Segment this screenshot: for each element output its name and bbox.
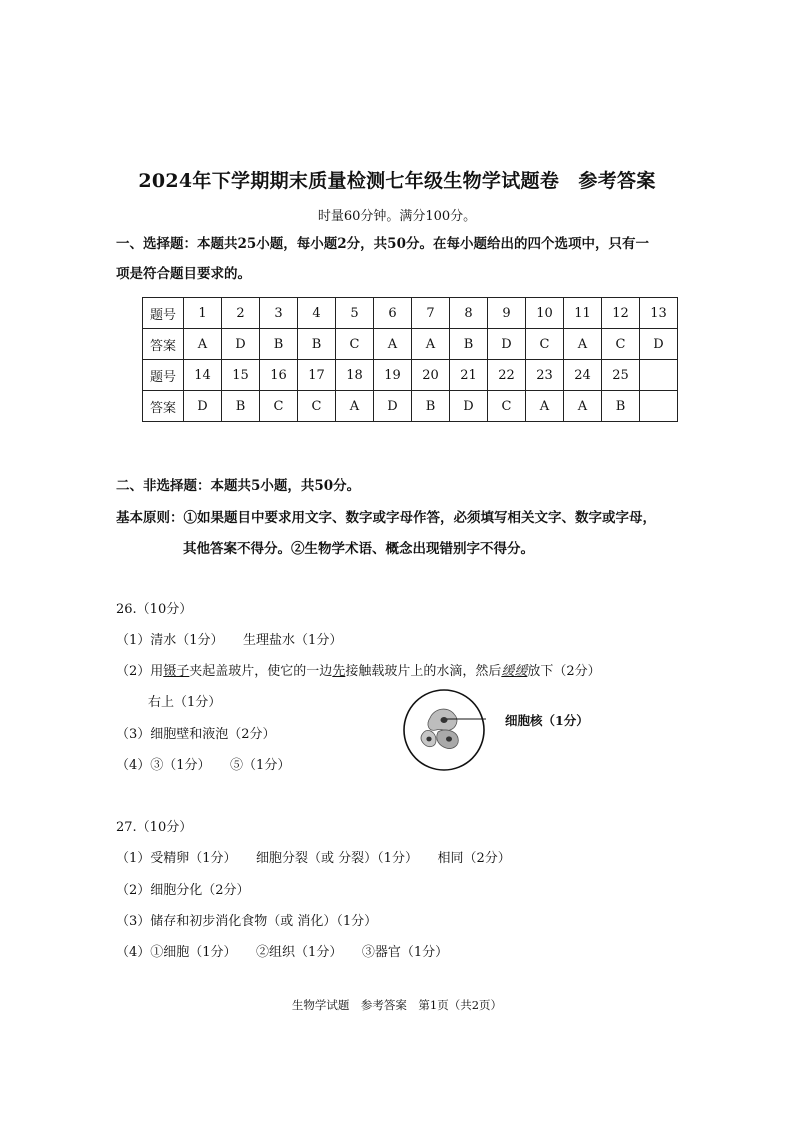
section1-heading-line1: 一、选择题：本题共25小题，每小题2分，共50分。在每小题给出的四个选项中，只有一 — [116, 236, 649, 252]
answer-table — [142, 297, 678, 422]
answer-table-cell: 13 — [640, 298, 678, 329]
q26-answer-2 — [116, 660, 601, 679]
answer-table-cell: B — [412, 391, 450, 422]
q26-answer-2-part2: 夹起盖玻片，使它的一边 — [189, 664, 333, 679]
answer-table-row-header: 答案 — [143, 329, 184, 360]
answer-table-row — [143, 360, 678, 391]
q26-answer-4: （4）③（1分） ⑤（1分） — [116, 758, 291, 773]
answer-table-row-header: 题号 — [143, 298, 184, 329]
q26-heading: 26.（10分） — [116, 602, 193, 617]
principle-line2: 其他答案不得分。②生物学术语、概念出现错别字不得分。 — [183, 541, 534, 557]
q26-answer-2-keyword-tweezers: 镊子 — [163, 664, 190, 679]
q26-answer-2b: 右上（1分） — [148, 695, 222, 710]
q26-answer-3: （3）细胞壁和液泡（2分） — [116, 727, 276, 742]
answer-table-cell: C — [526, 329, 564, 360]
answer-table-cell: 7 — [412, 298, 450, 329]
answer-table-cell: 15 — [222, 360, 260, 391]
answer-table-cell: D — [450, 391, 488, 422]
q27-answer-2: （2）细胞分化（2分） — [116, 883, 250, 898]
q27-answer-1: （1）受精卵（1分） 细胞分裂（或 分裂）（1分） 相同（2分） — [116, 851, 511, 866]
answer-table-cell: 16 — [260, 360, 298, 391]
answer-table-cell: 4 — [298, 298, 336, 329]
answer-table-cell: 1 — [184, 298, 222, 329]
answer-table-cell: 5 — [336, 298, 374, 329]
answer-table-cell: 22 — [488, 360, 526, 391]
answer-table-cell: A — [564, 391, 602, 422]
answer-table-cell: 9 — [488, 298, 526, 329]
answer-table-row — [143, 391, 678, 422]
answer-table-cell: 10 — [526, 298, 564, 329]
answer-table-row — [143, 329, 678, 360]
answer-table-cell: C — [260, 391, 298, 422]
q27-heading: 27.（10分） — [116, 820, 193, 835]
answer-table-cell: 17 — [298, 360, 336, 391]
answer-table-cell: D — [184, 391, 222, 422]
answer-table-cell: 20 — [412, 360, 450, 391]
answer-table-cell: A — [184, 329, 222, 360]
answer-table-row-header: 题号 — [143, 360, 184, 391]
answer-table-row-header: 答案 — [143, 391, 184, 422]
answer-table-cell: 25 — [602, 360, 640, 391]
section2-heading: 二、非选择题：本题共5小题，共50分。 — [116, 478, 361, 494]
answer-table-cell: D — [640, 329, 678, 360]
answer-table-cell: D — [374, 391, 412, 422]
principle-line1: 基本原则：①如果题目中要求用文字、数字或字母作答，必须填写相关文字、数字或字母， — [116, 510, 656, 526]
answer-table-cell: C — [298, 391, 336, 422]
answer-table-cell: B — [222, 391, 260, 422]
answer-table-cell: C — [602, 329, 640, 360]
answer-table-cell: A — [374, 329, 412, 360]
answer-table-cell: C — [488, 391, 526, 422]
answer-table-cell: D — [488, 329, 526, 360]
microscope-field-figure — [402, 688, 486, 772]
answer-table-cell: 18 — [336, 360, 374, 391]
q26-answer-2-part3: 接触载玻片上的水滴，然后 — [345, 664, 502, 679]
section1-heading-line2: 项是符合题目要求的。 — [116, 266, 251, 282]
page-title: 2024年下学期期末质量检测七年级生物学试题卷 参考答案 — [138, 170, 656, 192]
q26-answer-2-keyword-first: 先 — [332, 664, 346, 679]
answer-table-cell: 24 — [564, 360, 602, 391]
answer-table-cell — [640, 360, 678, 391]
answer-table-cell: 14 — [184, 360, 222, 391]
answer-table-cell: A — [526, 391, 564, 422]
q26-answer-1: （1）清水（1分） 生理盐水（1分） — [116, 633, 343, 648]
answer-table-cell: D — [222, 329, 260, 360]
q27-answer-3: （3）储存和初步消化食物（或 消化）（1分） — [116, 914, 378, 929]
exam-duration-score: 时量60分钟。满分100分。 — [317, 209, 477, 224]
q27-answer-4: （4）①细胞（1分） ②组织（1分） ③器官（1分） — [116, 945, 449, 960]
page-footer: 生物学试题 参考答案 第1页（共2页） — [291, 998, 503, 1012]
answer-table-cell: A — [564, 329, 602, 360]
answer-table-row — [143, 298, 678, 329]
answer-table-cell: A — [412, 329, 450, 360]
answer-table-cell: B — [450, 329, 488, 360]
answer-table-cell: C — [336, 329, 374, 360]
answer-table-cell — [640, 391, 678, 422]
answer-table-cell: A — [336, 391, 374, 422]
answer-table-cell: 8 — [450, 298, 488, 329]
answer-table-cell: B — [602, 391, 640, 422]
answer-table-cell: 19 — [374, 360, 412, 391]
q26-answer-2-part4: 放下（2分） — [527, 664, 601, 679]
nucleus-label: 细胞核（1分） — [505, 713, 589, 728]
answer-table-cell: 6 — [374, 298, 412, 329]
cell-nucleus — [441, 717, 448, 723]
answer-table-cell: 11 — [564, 298, 602, 329]
answer-table-cell: 3 — [260, 298, 298, 329]
answer-table-cell: 23 — [526, 360, 564, 391]
answer-table-cell: B — [298, 329, 336, 360]
q26-answer-2-keyword-slowly: 缓缓 — [501, 664, 528, 679]
q26-answer-2-part1: （2）用 — [116, 664, 164, 679]
answer-table-cell: 21 — [450, 360, 488, 391]
answer-table-cell: 12 — [602, 298, 640, 329]
answer-table-cell: B — [260, 329, 298, 360]
answer-table-cell: 2 — [222, 298, 260, 329]
